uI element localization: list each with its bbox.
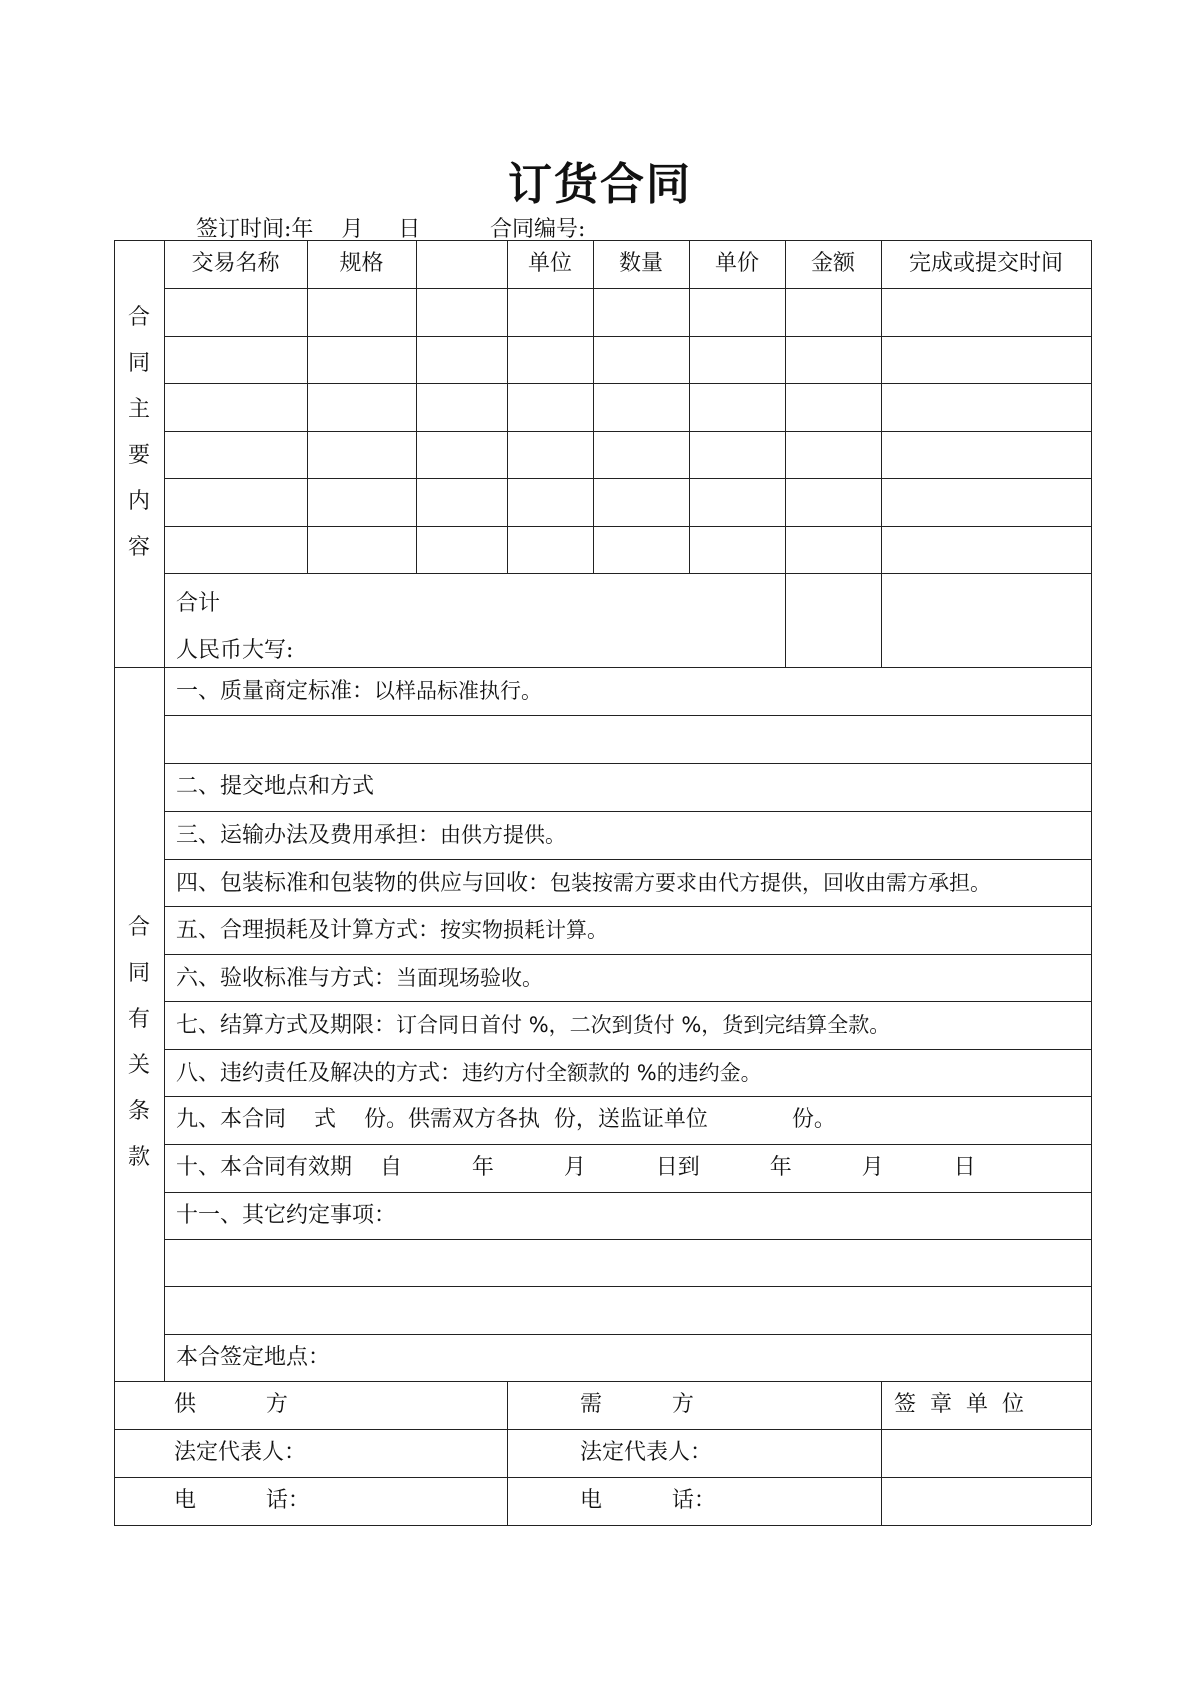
supplier-label: 供 方 [174,1392,288,1417]
term-signing-place: 本合签定地点： [176,1345,331,1370]
supplier-legal-rep: 法定代表人： [174,1440,307,1465]
contract-number-label: 合同编号: [490,217,586,242]
term-transport: 三、运输办法及费用承担：由供方提供。 [176,823,567,848]
term-other: 十一、其它约定事项： [176,1203,397,1228]
col-line [593,240,594,573]
frame-right [1091,240,1092,1525]
row-line [164,431,1091,432]
col-line [689,240,690,573]
row-line [164,573,1091,574]
term-validity: 十、本合同有效期 自 年 月 日到 年 月 日 [176,1155,976,1180]
section-label-main-content: 合 同 主 要 内 容 [127,305,150,560]
buyer-label: 需 方 [580,1392,694,1417]
term-quality: 一、质量商定标准：以样品标准执行。 [176,679,543,704]
col-header-quantity: 数量 [618,251,663,276]
col-header-unit-price: 单价 [714,251,759,276]
col-line [785,240,786,667]
col-line [507,240,508,573]
col-line [881,240,882,667]
term-line [164,715,1091,716]
total-label: 合计 [176,591,221,616]
col-header-completion-time: 完成或提交时间 [908,251,1063,276]
row-line [164,478,1091,479]
col-line [416,240,417,573]
sign-time-label: 签订时间:年 月 日 [196,217,421,242]
rmb-uppercase-label: 人民币大写: [176,638,294,663]
section-label-terms: 合 同 有 关 条 款 [127,915,150,1170]
frame-bottom [114,1525,1091,1526]
term-copies: 九、本合同 式 份。供需双方各执 份，送监证单位 份。 [176,1107,836,1132]
term-loss: 五、合理损耗及计算方式：按实物损耗计算。 [176,918,609,943]
document-title: 订货合同 [508,159,692,210]
sig-col-line [507,1381,508,1525]
sig-col-line [881,1381,882,1525]
stamp-label: 签 章 单 位 [894,1392,1024,1417]
row-line [164,526,1091,527]
col-header-amount: 金额 [810,251,855,276]
buyer-legal-rep: 法定代表人： [580,1440,713,1465]
row-line [164,336,1091,337]
col-header-item-name: 交易名称 [191,251,280,276]
term-line [164,1286,1091,1287]
supplier-phone: 电 话： [174,1488,310,1513]
col-header-blank [416,240,507,288]
term-settlement: 七、结算方式及期限：订合同日首付 %，二次到货付 %，货到完结算全款。 [176,1013,891,1038]
contract-form [114,240,1091,1525]
buyer-phone: 电 话： [580,1488,716,1513]
col-header-spec: 规格 [339,251,384,276]
row-line [164,288,1091,289]
row-line [164,383,1091,384]
term-delivery: 二、提交地点和方式 [176,774,375,799]
term-acceptance: 六、验收标准与方式：当面现场验收。 [176,966,544,991]
col-line [307,240,308,573]
term-packaging: 四、包装标准和包装物的供应与回收：包装按需方要求由代方提供，回收由需方承担。 [176,871,992,896]
term-breach: 八、违约责任及解决的方式：违约方付全额款的 %的违约金。 [176,1061,762,1086]
col-header-unit: 单位 [527,251,572,276]
